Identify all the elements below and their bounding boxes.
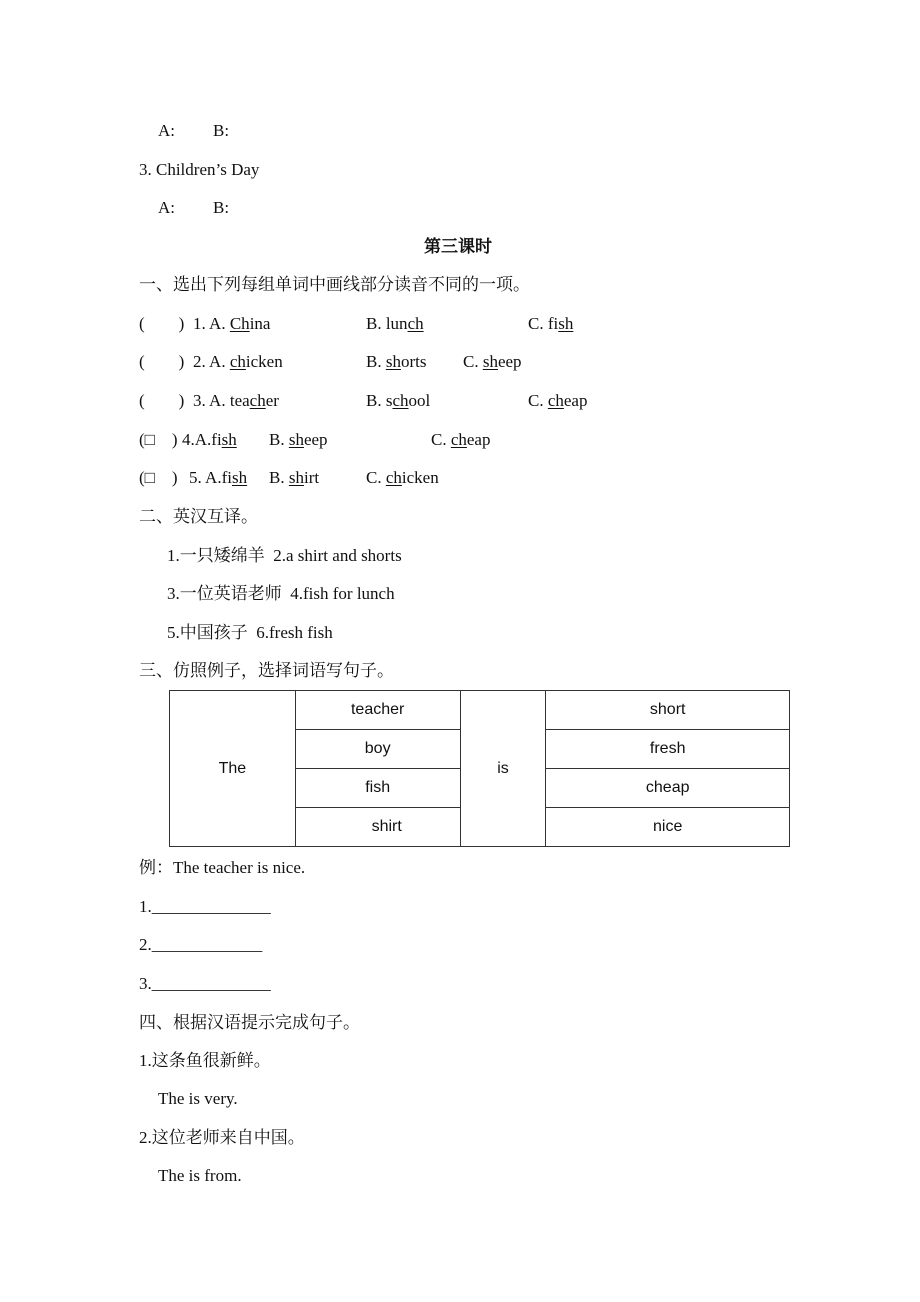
word-choice-table	[169, 690, 790, 847]
option-c: C. cheap	[528, 391, 588, 410]
option-c: C. chicken	[366, 468, 439, 487]
table-cell-is: is	[460, 691, 546, 847]
answer-blank: 1.______________	[139, 897, 271, 916]
answer-a-label: A:	[158, 121, 175, 140]
answer-b-label: B:	[213, 121, 230, 140]
answer-b-label: B:	[213, 198, 230, 217]
section-1-title: 一、选出下列每组单词中画线部分读音不同的一项。	[139, 275, 530, 294]
option-b: B. lunch	[366, 314, 424, 333]
table-cell-the: The	[170, 691, 296, 847]
table-cell-adjective: cheap	[546, 769, 790, 808]
translation-item: 5.中国孩子 6.fresh fish	[167, 623, 333, 642]
table-cell-noun: boy	[295, 730, 460, 769]
answer-paren: ( )	[139, 352, 185, 371]
option-b: B. school	[366, 391, 431, 410]
option-a: 3. A. teacher	[193, 391, 279, 410]
answer-paren: (□ )	[139, 430, 178, 449]
example-sentence: 例：The teacher is nice.	[139, 858, 306, 877]
answer-paren: ( )	[139, 314, 185, 333]
sentence-1: The is very.	[158, 1089, 238, 1108]
table-cell-adjective: fresh	[546, 730, 790, 769]
option-c: C. cheap	[431, 430, 491, 449]
table-cell-adjective: nice	[546, 808, 790, 847]
item-3-childrens-day: 3. Children’s Day	[139, 160, 260, 179]
option-c: C. sheep	[463, 352, 522, 371]
lesson-title: 第三课时	[424, 237, 492, 256]
answer-blank: 2._____________	[139, 935, 263, 954]
option-a: 1. A. China	[193, 314, 271, 333]
option-b: B. sheep	[269, 430, 328, 449]
section-4-title: 四、根据汉语提示完成句子。	[139, 1013, 360, 1032]
table-cell-adjective: short	[546, 691, 790, 730]
section-2-title: 二、英汉互译。	[139, 507, 258, 526]
prompt-1: 1.这条鱼很新鲜。	[139, 1051, 271, 1070]
prompt-2: 2.这位老师来自中国。	[139, 1128, 305, 1147]
option-a: 4.A.fish	[182, 430, 237, 449]
table-cell-noun: teacher	[295, 691, 460, 730]
table-cell-noun: shirt	[295, 808, 460, 847]
section-3-title: 三、仿照例子，选择词语写句子。	[139, 661, 394, 680]
option-a: 5. A.fish	[189, 468, 248, 487]
answer-paren: ( )	[139, 391, 185, 410]
option-a: 2. A. chicken	[193, 352, 283, 371]
sentence-2: The is from.	[158, 1166, 242, 1185]
answer-paren: (□ )	[139, 468, 178, 487]
option-b: B. shirt	[269, 468, 320, 487]
option-c: C. fish	[528, 314, 574, 333]
answer-blank: 3.______________	[139, 974, 271, 993]
translation-item: 1.一只矮绵羊 2.a shirt and shorts	[167, 546, 402, 565]
answer-a-label: A:	[158, 198, 175, 217]
translation-item: 3.一位英语老师 4.fish for lunch	[167, 584, 395, 603]
option-b: B. shorts	[366, 352, 427, 371]
table-cell-noun: fish	[295, 769, 460, 808]
